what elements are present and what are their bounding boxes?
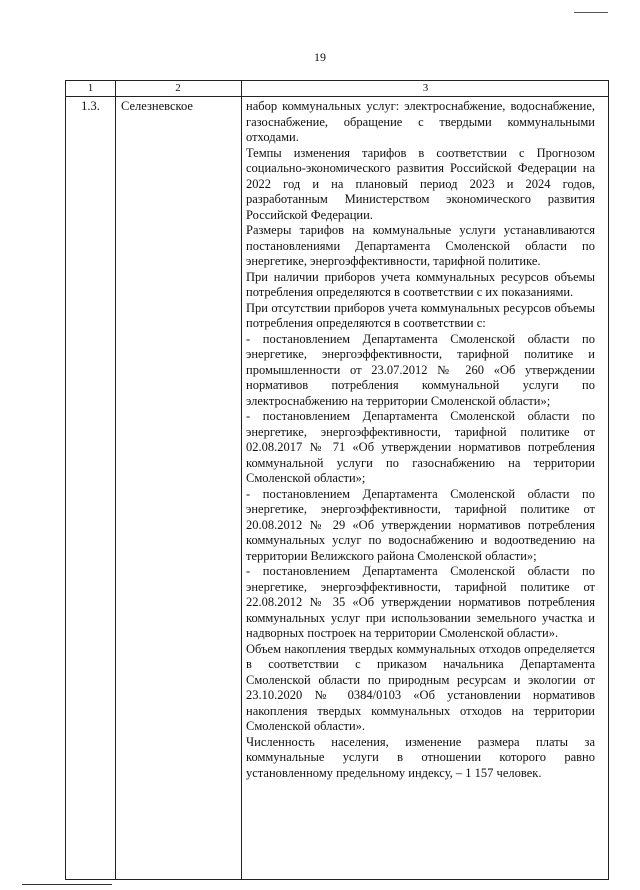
column-divider-2 (241, 81, 242, 879)
document-table (65, 80, 609, 880)
header-col-2: 2 (175, 82, 181, 94)
page-number: 19 (314, 50, 326, 64)
header-divider (66, 96, 608, 97)
paragraph-decree-260: - постановлением Департамента Смоленской области по энергетике, энергоэффективности, тарифной политике и промышленности от 23.07.2012 № 260 «Об утверждении нормативов потребления коммунальной услуги по электроснабжению на территории Смоленской области»; (246, 331, 595, 408)
paragraph-utilities: набор коммунальных услуг: электроснабжение, водоснабжение, газоснабжение, обращение с твердыми коммунальными отходами. (246, 99, 595, 144)
paragraph-without-meters: При отсутствии приборов учета коммунальных ресурсов объемы потребления определяются в соответствии с: (246, 300, 595, 330)
paragraph-tariff-rates: Темпы изменения тарифов в соответствии с Прогнозом социально-экономического развития Российской Федерации на 2022 год и на плановый период 2023 и 2024 годов, разработанным Министерством экономического развития Российской Федерации. (246, 145, 595, 222)
paragraph-with-meters: При наличии приборов учета коммунальных ресурсов объемы потребления определяются в соответствии с их показаниями. (246, 269, 595, 299)
paragraph-population: Численность населения, изменение размера платы за коммунальные услуги в отношении которого равно установленному предельному индексу, – 1 157 человек. (246, 734, 595, 780)
column-divider-1 (115, 81, 116, 879)
row-number: 1.3. (81, 99, 100, 113)
paragraph-decree-71: - постановлением Департамента Смоленской области по энергетике, энергоэффективности, тарифной политике от 02.08.2017 № 71 «Об утверждении нормативов потребления коммунальной услуги по газоснабжению на территории Смоленской области»; (246, 409, 595, 485)
header-col-3: 3 (422, 82, 429, 94)
paragraph-waste-volume: Объем накопления твердых коммунальных отходов определяется в соответствии с приказом начальника Департамента Смоленской области по природным ресурсам и экологии от 23.10.2020 № 0384/0103 «Об установлении нормативов накопления твердых коммунальных отходов на территории Смоленской области». (246, 641, 595, 733)
footer-rule (22, 884, 112, 885)
header-col-1: 1 (87, 82, 94, 94)
paragraph-decree-29: - постановлением Департамента Смоленской области по энергетике, энергоэффективности, тарифной политике от 20.08.2012 № 29 «Об утверждении нормативов потребления коммунальных услуг по водоснабжению и водоотведению на территории Велижского района Смоленской области»; (246, 486, 595, 563)
row-description (246, 99, 595, 781)
top-corner-mark (574, 12, 608, 13)
settlement-name: Селезневское (121, 99, 193, 113)
paragraph-tariff-sizes: Размеры тарифов на коммунальные услуги устанавливаются постановлениями Департамента Смоленской области по энергетике, энергоэффективности, тарифной политике. (246, 223, 595, 268)
paragraph-decree-35: - постановлением Департамента Смоленской области по энергетике, энергоэффективности, тарифной политике от 22.08.2012 № 35 «Об утверждении нормативов потребления коммунальных услуг при использовании земельного участка и надворных построек на территории Смоленской области». (246, 564, 595, 640)
